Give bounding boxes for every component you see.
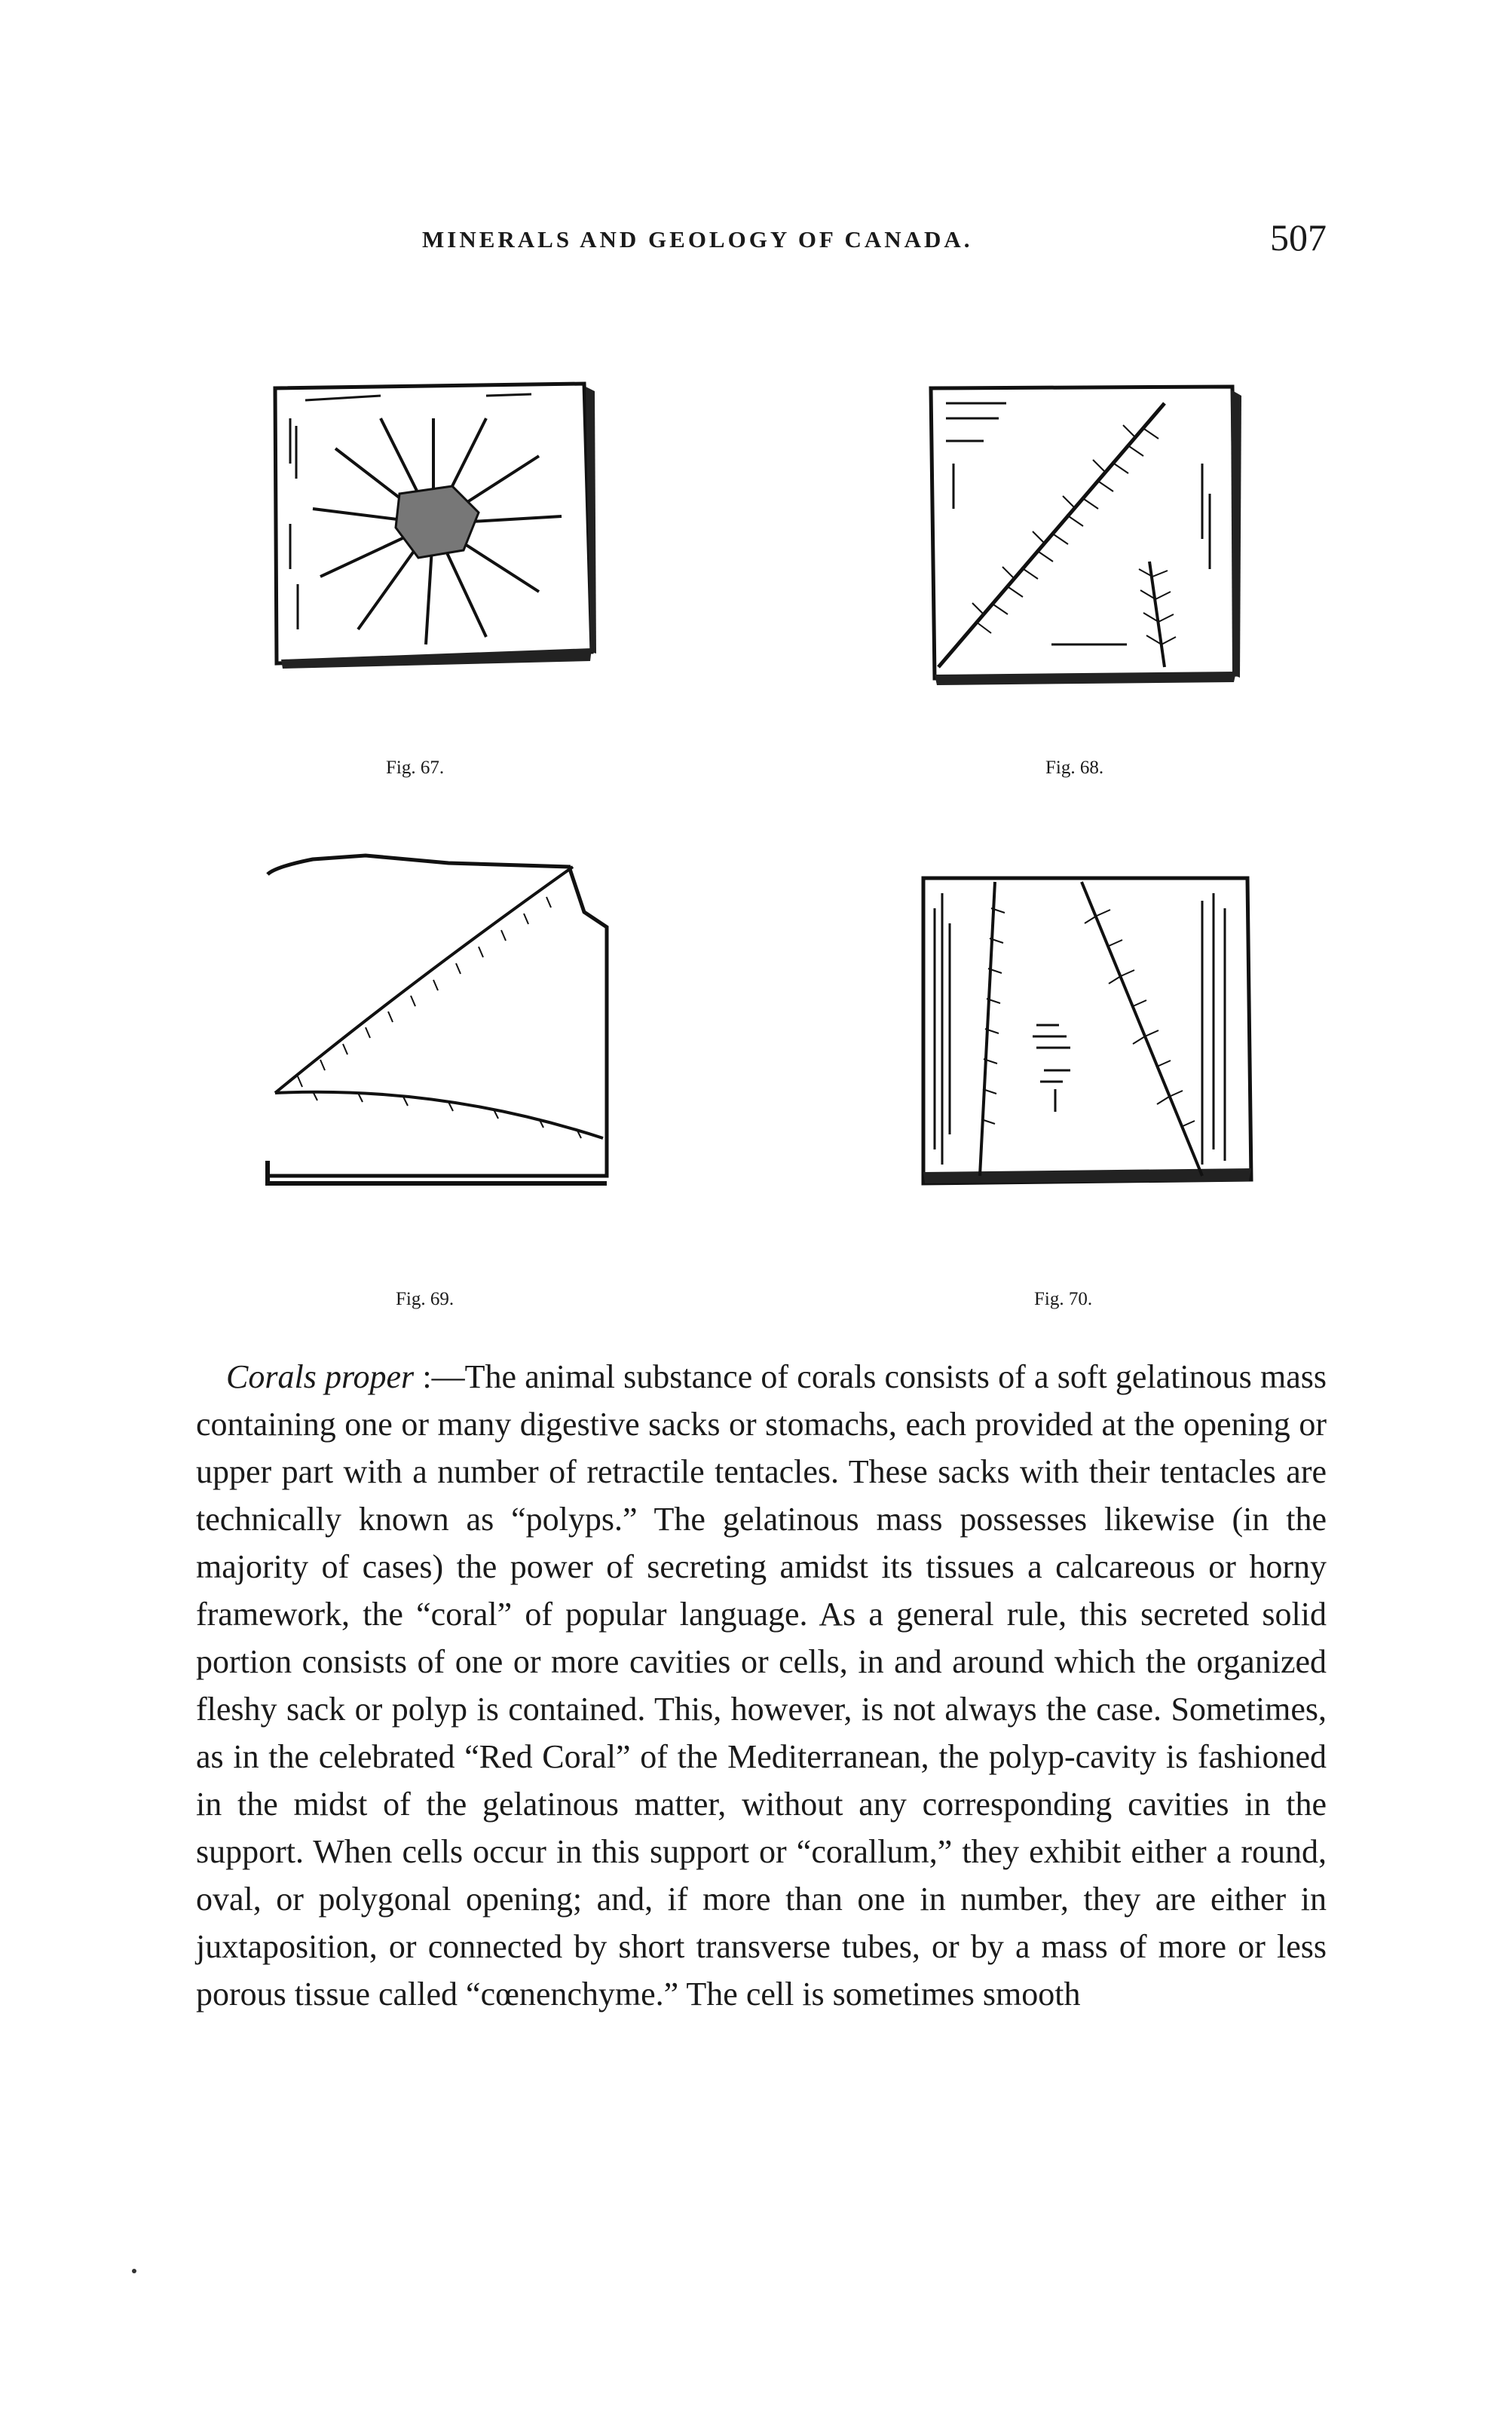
figure-68-illustration — [916, 373, 1255, 690]
ink-spot — [132, 2269, 136, 2273]
figure-70-illustration — [908, 863, 1263, 1202]
body-paragraph — [196, 1353, 1327, 2018]
figure-69-illustration — [253, 837, 629, 1214]
figure-70-caption: Fig. 70. — [1034, 1289, 1093, 1309]
running-title: MINERALS AND GEOLOGY OF CANADA. — [422, 226, 973, 253]
paragraph-text: :—The animal substance of corals consists of a soft gelatinous mass containing one or many digestive sacks or stomachs, each provided at the opening or upper part with a number of retractile tentacles. These sacks with their tentacles are technically known as “polyps.” The gelatinous mass possesses likewise (in the majority of cases) the power of secreting amidst its tissues a calcareous or horny framework, the “coral” of popular language. As a general rule, this secreted solid portion consists of one or more cavities or cells, in and around which the organized fleshy sack or polyp is contained. This, however, is not always the case. Sometimes, as in the celebrated “Red Coral” of the Mediterranean, the polyp-cavity is fashioned in the midst of the gelatinous matter, without any corresponding cavities in the support. When cells occur in this support or “corallum,” they exhibit either a round, oval, or polygonal opening; and, if more than one in number, they are either in juxtaposition, or connected by short transverse tubes, or by a mass of more or less porous tissue called “cœnenchyme.” The cell is sometimes smooth — [196, 1358, 1327, 2013]
running-head — [196, 216, 1327, 271]
paragraph — [196, 1353, 1327, 2018]
figure-67-caption: Fig. 67. — [386, 758, 445, 778]
page-number: 507 — [1270, 216, 1327, 259]
figure-67-illustration — [260, 373, 599, 675]
figure-68-caption: Fig. 68. — [1045, 758, 1104, 778]
paragraph-lead: Corals proper — [226, 1358, 415, 1395]
figure-69-caption: Fig. 69. — [396, 1289, 455, 1309]
